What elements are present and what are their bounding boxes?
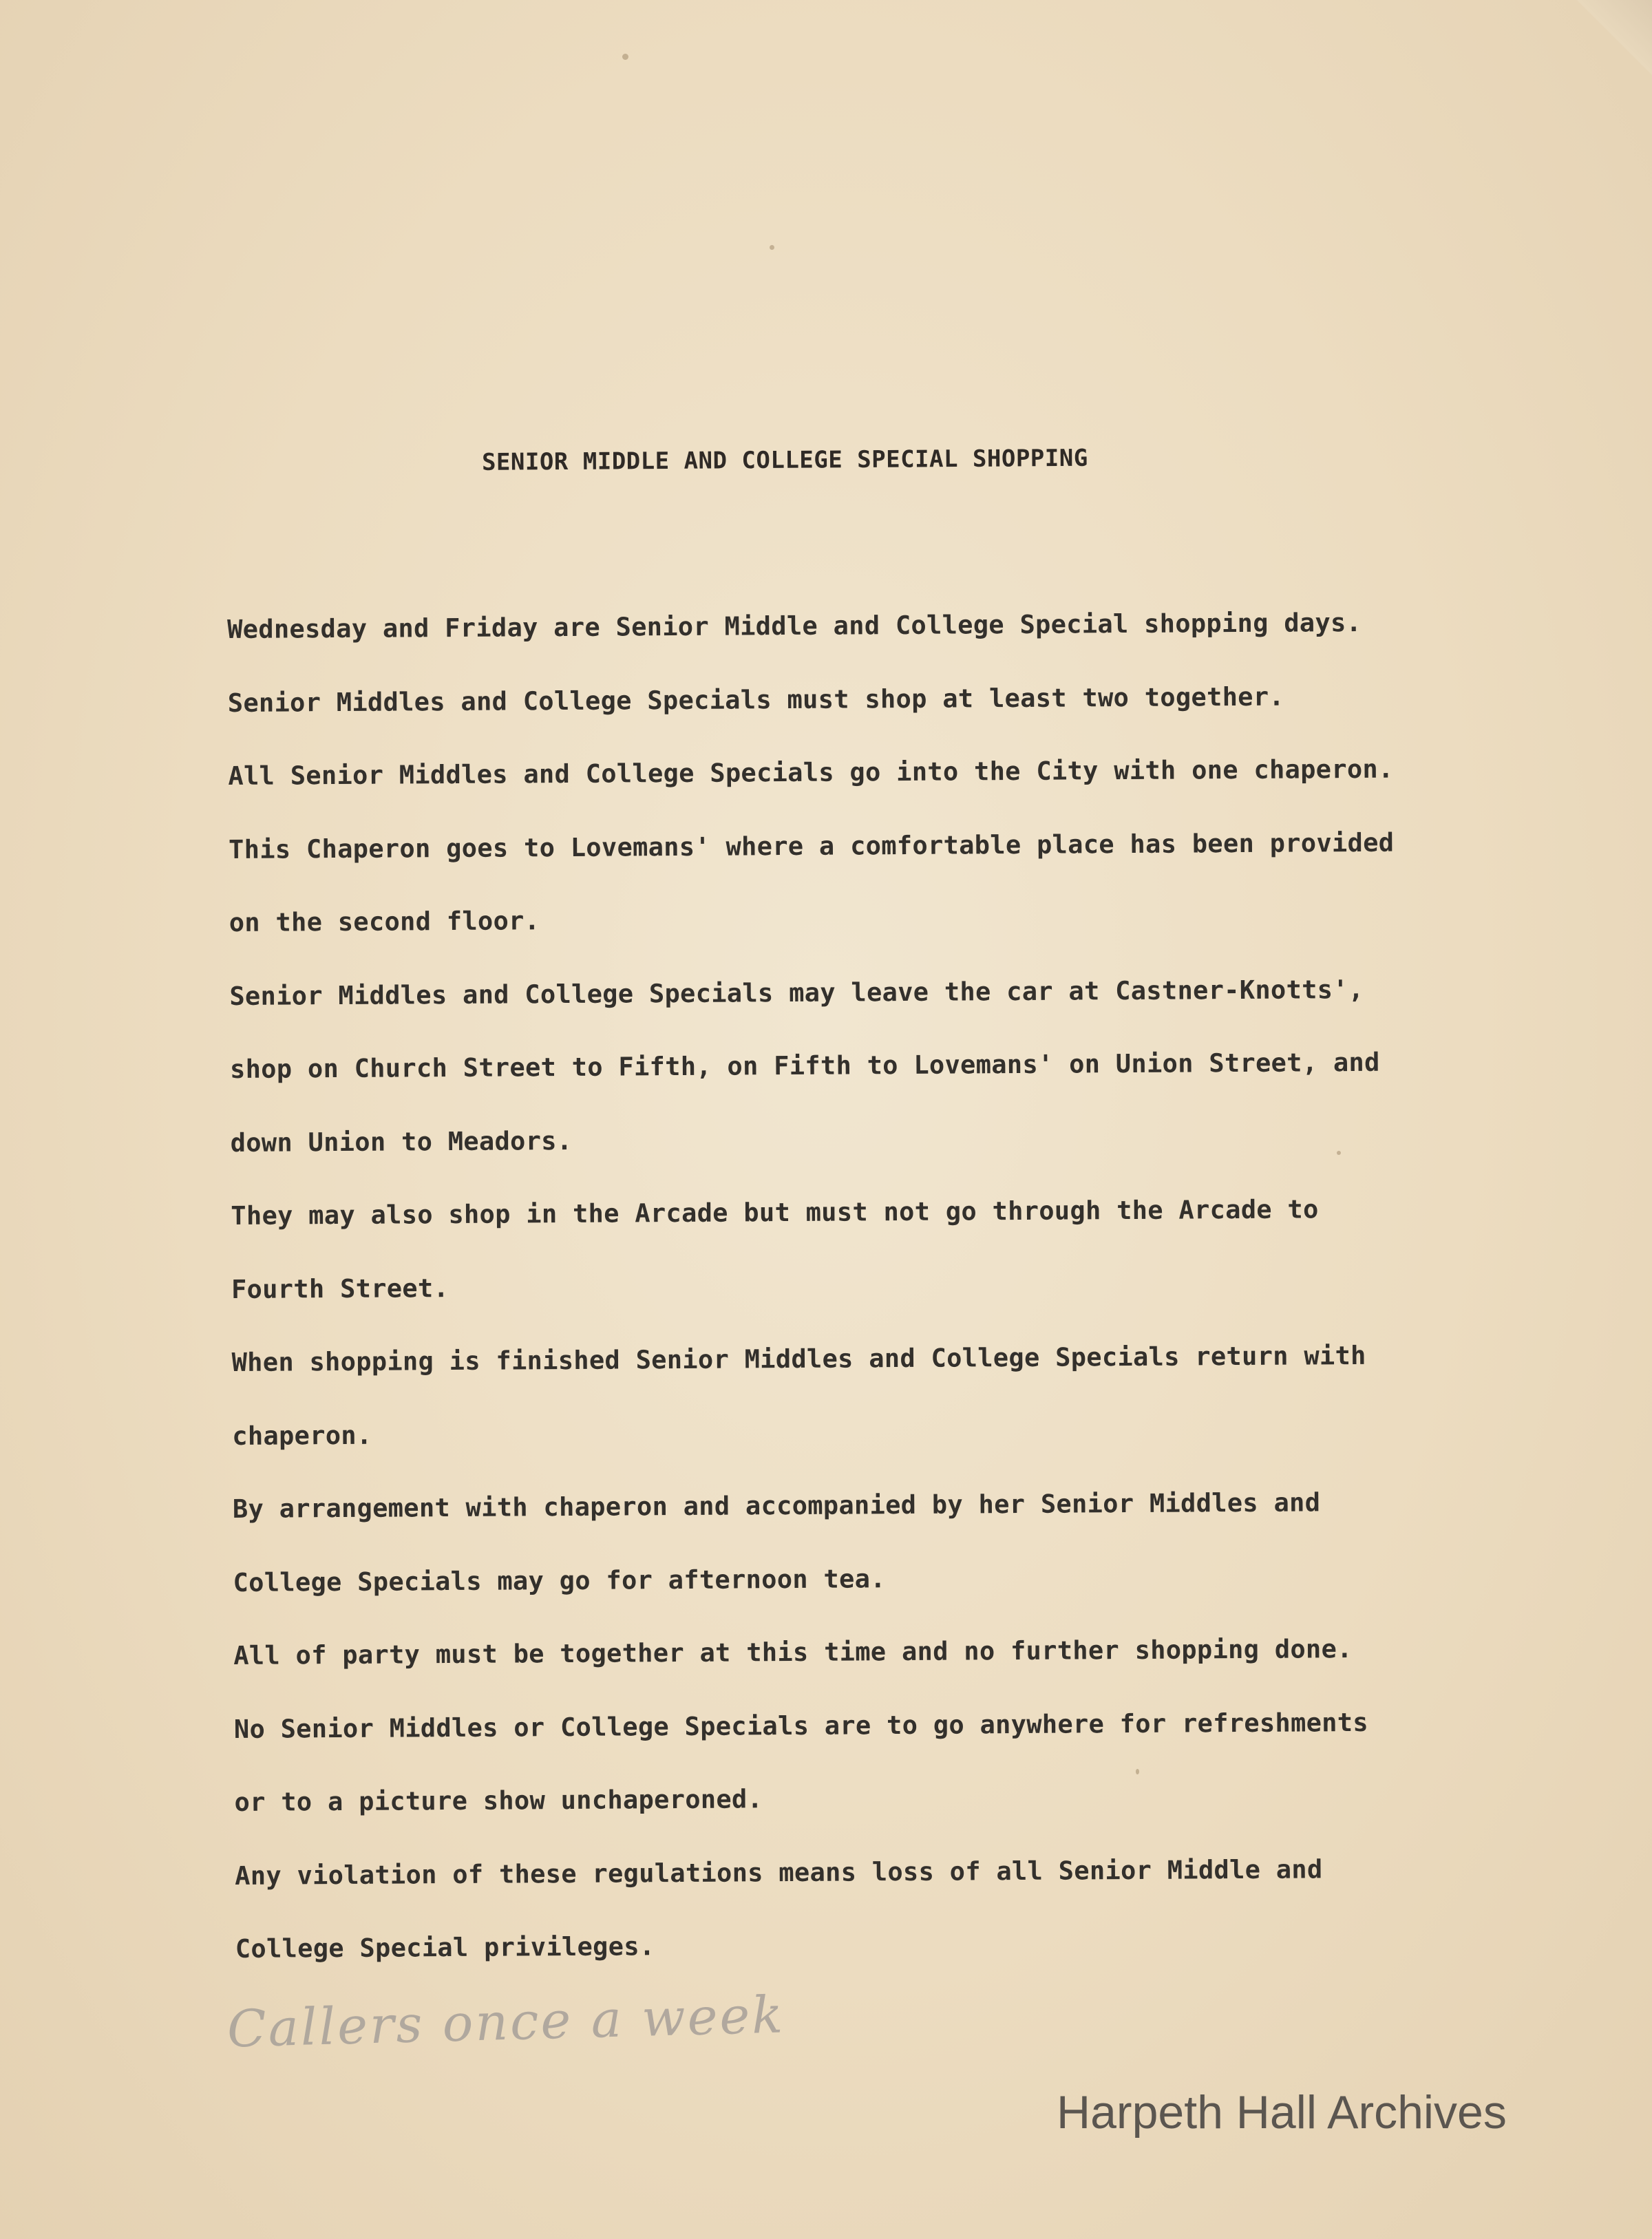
paper-spot bbox=[770, 245, 774, 250]
text-line: College Specials may go for afternoon tea. bbox=[233, 1563, 886, 1598]
text-line: They may also shop in the Arcade but must not go through the Arcade to bbox=[231, 1194, 1319, 1231]
text-line: Senior Middles and College Specials must shop at least two together. bbox=[227, 681, 1285, 718]
document-title: SENIOR MIDDLE AND COLLEGE SPECIAL SHOPPING bbox=[481, 444, 1088, 476]
text-line: By arrangement with chaperon and accompanied by her Senior Middles and bbox=[232, 1487, 1321, 1524]
text-line: chaperon. bbox=[232, 1420, 372, 1451]
text-line: on the second floor. bbox=[229, 906, 540, 937]
text-line: or to a picture show unchaperoned. bbox=[234, 1784, 763, 1817]
text-line: When shopping is finished Senior Middles and College Specials return with bbox=[231, 1340, 1366, 1377]
text-line: All of party must be together at this time and no further shopping done. bbox=[233, 1634, 1353, 1670]
text-line: No Senior Middles or College Specials are to go anywhere for refreshments bbox=[233, 1707, 1369, 1744]
text-line: Fourth Street. bbox=[231, 1273, 449, 1304]
text-line: All Senior Middles and College Specials go into the City with one chaperon. bbox=[228, 754, 1394, 791]
paper-spot bbox=[622, 54, 628, 60]
text-line: Senior Middles and College Specials may leave the car at Castner-Knotts', bbox=[229, 974, 1364, 1011]
text-line: Any violation of these regulations means loss of all Senior Middle and bbox=[235, 1854, 1323, 1891]
paper-corner-fold bbox=[1569, 0, 1652, 83]
text-line: This Chaperon goes to Lovemans' where a comfortable place has been provided bbox=[228, 827, 1395, 864]
text-line: down Union to Meadors. bbox=[230, 1125, 573, 1158]
document-body bbox=[227, 604, 1578, 2005]
text-line: shop on Church Street to Fifth, on Fifth to Lovemans' on Union Street, and bbox=[229, 1047, 1380, 1084]
text-line: Wednesday and Friday are Senior Middle and College Special shopping days. bbox=[227, 607, 1362, 644]
archive-watermark: Harpeth Hall Archives bbox=[1057, 2086, 1507, 2139]
handwritten-note: Callers once a week bbox=[226, 1985, 786, 2059]
text-line: College Special privileges. bbox=[235, 1931, 655, 1964]
